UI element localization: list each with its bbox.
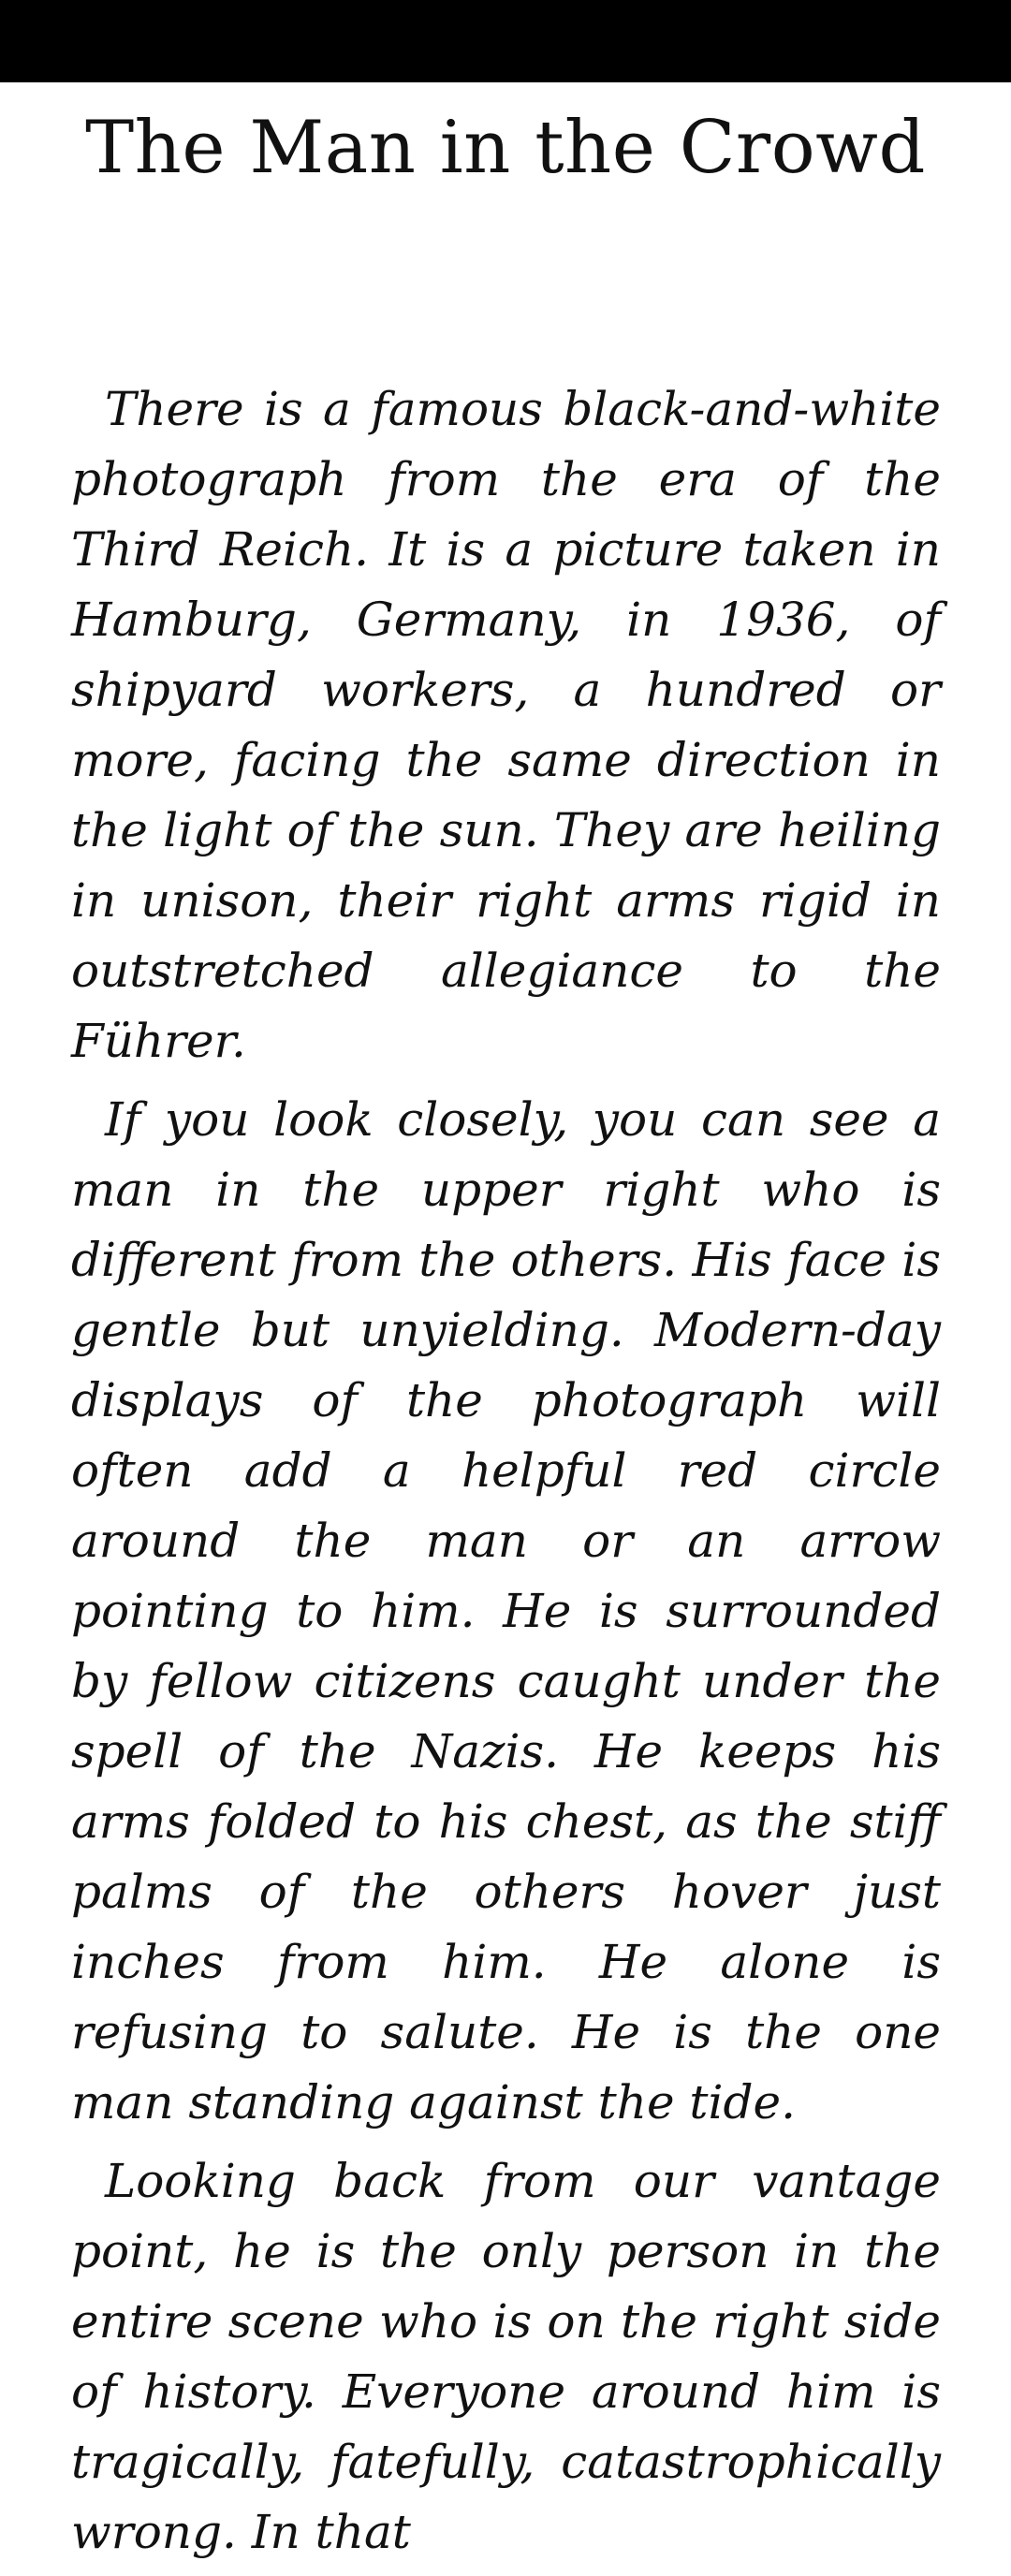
status-bar [0, 0, 1011, 82]
paragraph-1: There is a famous black-and-white photograph from the era of the Third Reich. It is a picture taken in Hamburg, Germany, in 1936, of shipyard workers, a hundred or more, facing the same direction in the light of the sun. They are heiling in unison, their right arms rigid in outstretched allegiance to the Führer. [71, 382, 941, 1068]
paragraph-2: If you look closely, you can see a man in the upper right who is different from the others. His face is gentle but unyielding. Modern-day displays of the photograph will often add a helpful red circle around the man or an arrow pointing to him. He is surrounded by fellow citizens caught under the spell of the Nazis. He keeps his arms folded to his chest, as the stiff palms of the others hover just inches from him. He alone is refusing to salute. He is the one man standing against the tide. [71, 1092, 941, 2130]
chapter-title: The Man in the Crowd [85, 106, 926, 190]
reader-page[interactable] [0, 82, 1011, 2559]
paragraph-3: Looking back from our vantage point, he is the only person in the entire scene who is on the right side of history. Everyone around him is tragically, fatefully, catastrophically wrong. In that [71, 2154, 941, 2559]
chapter-body [71, 374, 941, 2576]
